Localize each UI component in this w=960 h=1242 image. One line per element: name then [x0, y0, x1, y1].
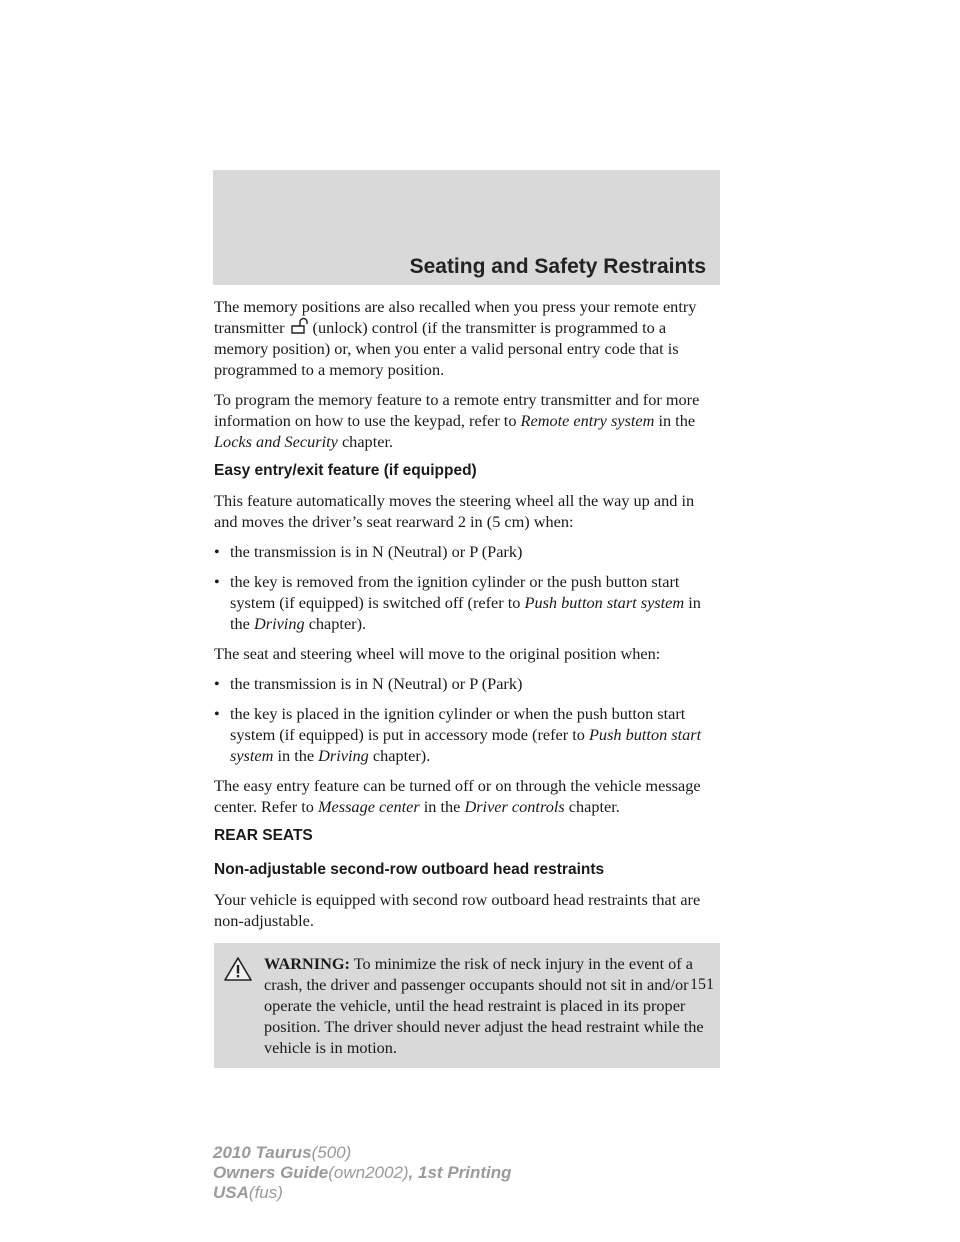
easy-entry-closing [214, 775, 720, 817]
warning-text [214, 953, 712, 1058]
easy-entry-intro: This feature automatically moves the steering wheel all the way up and in and moves the driver’s seat rearward 2 in (5 cm) when: [214, 491, 695, 531]
return-position-intro: The seat and steering wheel will move to the original position when: [214, 644, 661, 663]
page-content [214, 296, 720, 1068]
footer-model: 2010 Taurus [213, 1143, 312, 1162]
memory-recall-paragraph [214, 296, 720, 380]
bullet-text-b: in the [230, 593, 701, 633]
head-restraints-subheading: Non-adjustable second-row outboard head restraints [214, 861, 605, 878]
page-number: 151 [690, 976, 714, 993]
list-item [214, 673, 720, 694]
list-item [214, 571, 720, 634]
program-text-a: To program the memory feature to a remote entry transmitter and for more information on how to use the keypad, refer to [214, 390, 700, 430]
bullet-text: the transmission is in N (Neutral) or P (Park) [230, 542, 523, 561]
section-title: Seating and Safety Restraints [409, 255, 706, 278]
footer [213, 1143, 512, 1203]
footer-line-3 [213, 1183, 512, 1203]
easy-entry-heading: Easy entry/exit feature (if equipped) [214, 462, 477, 479]
program-memory-paragraph [214, 389, 720, 452]
rear-seats-heading: REAR SEATS [214, 827, 313, 844]
closing-text-c: chapter. [564, 797, 620, 816]
bullet-icon: • [214, 572, 220, 591]
locks-and-security-ref: Locks and Security [214, 432, 338, 451]
bullet-text-c: chapter). [368, 746, 431, 765]
bullet-icon: • [214, 674, 220, 693]
driving-ref: Driving [253, 614, 305, 633]
bullet-text: the transmission is in N (Neutral) or P (Park) [230, 674, 523, 693]
warning-body: To minimize the risk of neck injury in the event of a crash, the driver and passenger occupants should not sit in and/or operate the vehicle, until the head restraint is placed in its proper position. The driver should never adjust the head restraint while the vehicle is in motion. [264, 954, 704, 1057]
footer-market-code: (fus) [248, 1183, 283, 1202]
bullet-text [230, 571, 720, 634]
footer-printing: , 1st Printing [408, 1163, 512, 1182]
footer-line-1 [213, 1143, 512, 1163]
bullet-icon: • [214, 542, 220, 561]
memory-recall-text-a: The memory positions are also recalled when you press your remote entry transmitter [214, 297, 697, 337]
driving-ref: Driving [318, 746, 369, 765]
head-restraints-text: Your vehicle is equipped with second row outboard head restraints that are non-adjustable. [214, 890, 701, 930]
footer-line-2 [213, 1163, 512, 1183]
closing-text-b: in the [419, 797, 465, 816]
warning-box [214, 943, 720, 1068]
program-text-c: chapter. [337, 432, 394, 451]
unlock-icon [289, 317, 309, 335]
driver-controls-ref: Driver controls [464, 797, 565, 816]
warning-triangle-icon [224, 957, 252, 981]
message-center-ref: Message center [317, 797, 420, 816]
footer-guide-code: (own2002) [328, 1163, 409, 1182]
footer-model-code: (500) [311, 1143, 352, 1162]
push-button-start-ref: Push button start system [230, 725, 702, 765]
bullet-text-a: the key is removed from the ignition cylinder or the push button start system (if equipped) is switched off (refer to [230, 572, 680, 612]
bullet-icon: • [214, 704, 220, 723]
footer-market: USA [213, 1183, 249, 1202]
list-item [214, 703, 720, 766]
bullet-text-b: in the [273, 746, 319, 765]
push-button-start-ref: Push button start system [524, 593, 685, 612]
bullet-text [230, 703, 720, 766]
program-text-b: in the [654, 411, 696, 430]
warning-label: WARNING: [264, 954, 350, 973]
footer-guide: Owners Guide [213, 1163, 329, 1182]
bullet-text-a: the key is placed in the ignition cylinder or when the push button start system (if equipped) is put in accessory mode (refer to [230, 704, 686, 744]
remote-entry-system-ref: Remote entry system [520, 411, 655, 430]
closing-text-a: The easy entry feature can be turned off or on through the vehicle message center. Refer to [214, 776, 701, 816]
memory-recall-text-b: (unlock) control (if the transmitter is programmed to a memory position) or, when you enter a valid personal entry code that is programmed to a memory position. [214, 318, 679, 379]
list-item [214, 541, 720, 562]
bullet-text-c: chapter). [304, 614, 367, 633]
section-header [213, 170, 720, 285]
